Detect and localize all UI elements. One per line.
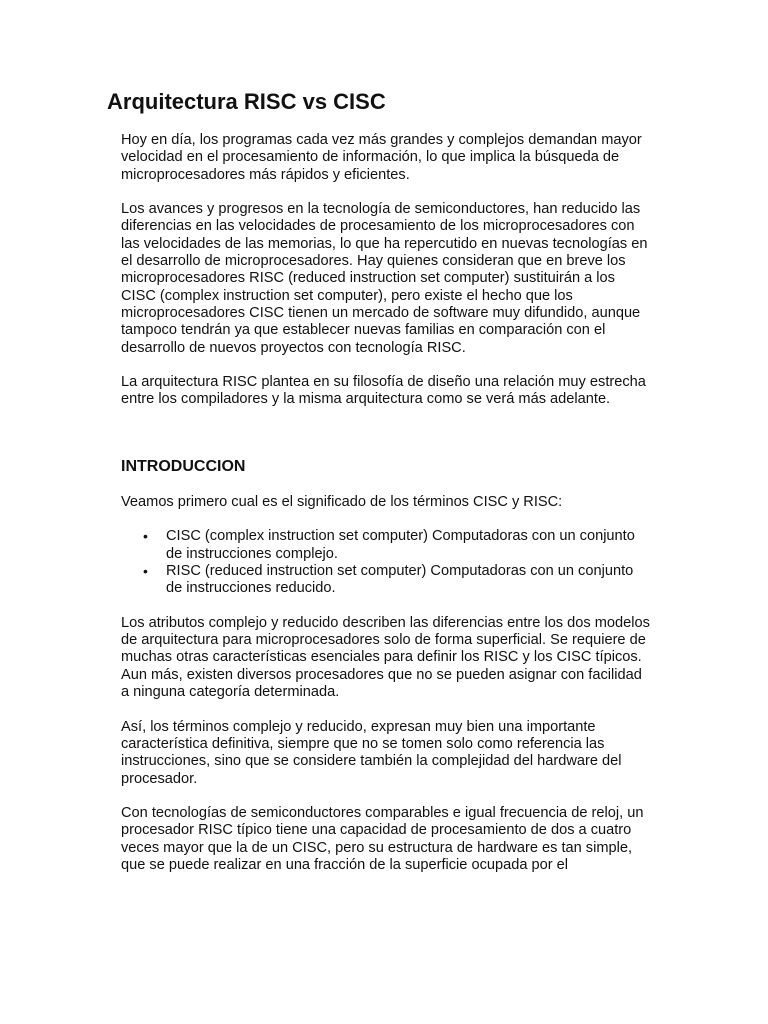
body-paragraph-3: Con tecnologías de semiconductores comparables e igual frecuencia de reloj, un procesador RISC típico tiene una capacidad de procesamiento de dos a cuatro veces mayor que la de un CISC, pero su estructura de hardware es tan simple, que se puede realizar en una fracción de la superficie ocupada por el <box>121 805 644 873</box>
intro-paragraph-1: Hoy en día, los programas cada vez más grandes y complejos demandan mayor velocidad en el procesamiento de información, lo que implica la búsqueda de microprocesadores más rápidos y eficientes. <box>121 132 642 183</box>
body-paragraph-2: Así, los términos complejo y reducido, expresan muy bien una importante característica definitiva, siempre que no se tomen solo como referencia las instrucciones, sino que se considere también la complejidad del hardware del procesador. <box>121 718 622 787</box>
intro-paragraph-3: La arquitectura RISC plantea en su filosofía de diseño una relación muy estrecha entre los compiladores y la misma arquitectura como se verá más adelante. <box>121 374 646 408</box>
bullet-text-cisc: CISC (complex instruction set computer) Computadoras con un conjunto de instrucciones complejo. <box>166 528 635 562</box>
document-title: Arquitectura RISC vs CISC <box>107 89 386 114</box>
intro-paragraph-2: Los avances y progresos en la tecnología de semiconductores, han reducido las diferencias en las velocidades de procesamiento de los microprocesadores con las velocidades de las memorias, lo que ha repercutido en nuevas tecnologías en el desarrollo de microprocesadores. Hay quienes consideran que en breve los microprocesadores RISC (reduced instruction set computer) sustituirán a los CISC (complex instruction set computer), pero existe el hecho que los microprocesadores CISC tienen un mercado de software muy difundido, aunque tampoco tendrán ya que establecer nuevas familias en comparación con el desarrollo de nuevos proyectos con tecnología RISC. <box>121 201 648 356</box>
bullet-icon: • <box>143 562 148 579</box>
bullet-item-cisc <box>121 528 651 563</box>
bullet-icon: • <box>143 528 148 545</box>
section-heading-introduccion: INTRODUCCION <box>121 457 246 475</box>
body-paragraph-1: Los atributos complejo y reducido describen las diferencias entre los dos modelos de arquitectura para microprocesadores solo de forma superficial. Se requiere de muchas otras características esenciales para definir los RISC y los CISC típicos. Aun más, existen diversos procesadores que no se pueden asignar con facilidad a ninguna categoría determinada. <box>121 614 650 701</box>
bullet-text-risc: RISC (reduced instruction set computer) Computadoras con un conjunto de instrucciones reducido. <box>166 562 634 597</box>
terms-bullet-list <box>121 528 651 597</box>
document-body <box>121 132 651 892</box>
bullet-item-risc <box>121 563 651 598</box>
section-lead-paragraph: Veamos primero cual es el significado de los términos CISC y RISC: <box>121 493 563 510</box>
